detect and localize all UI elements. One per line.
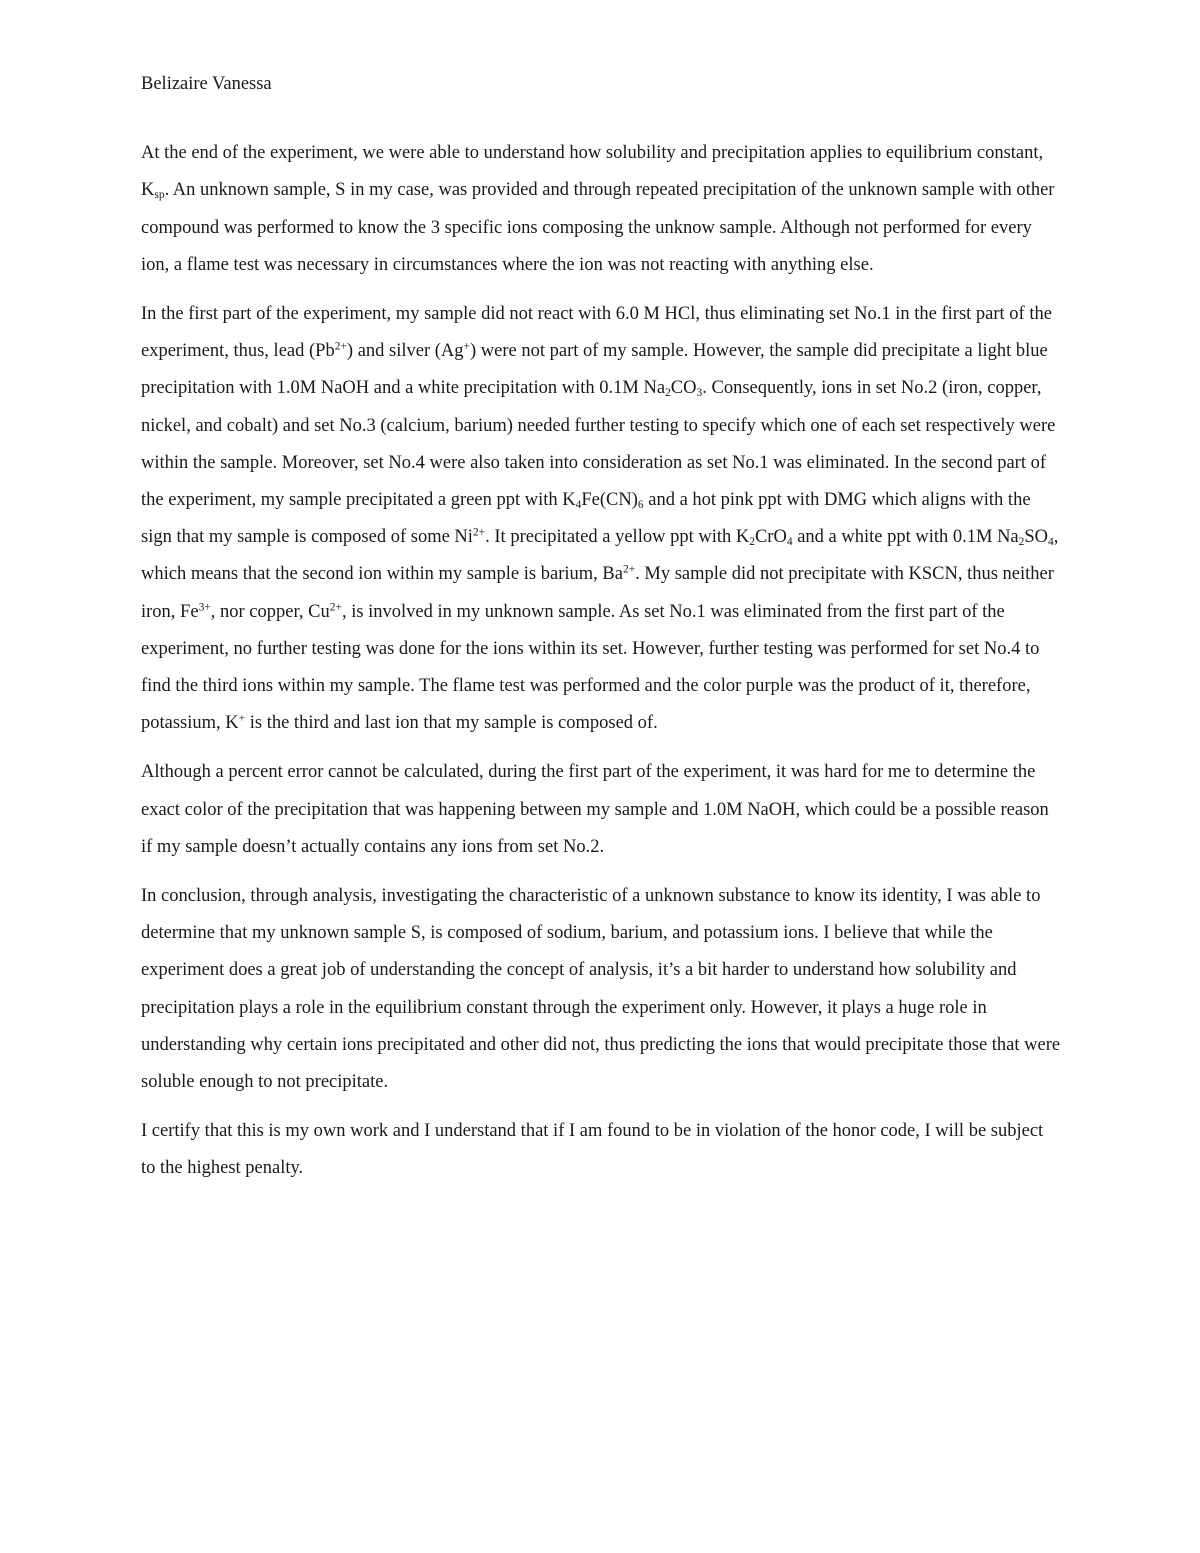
text-run: ) and silver (Ag — [346, 341, 464, 362]
superscript: + — [463, 340, 470, 353]
superscript: + — [238, 712, 246, 725]
paragraph-error-analysis: Although a percent error cannot be calculated, during the first part of the experiment, it was hard for me to determine the exact color of the precipitation that was happening between my sample and 1.0M NaOH, which could be a possible reason if my sample doesn’t actually contains any ions from set No.2. — [141, 762, 1049, 857]
text-run: , nor copper, Cu — [210, 601, 330, 622]
text-run: . Consequently, ions in set No.2 (iron, copper, nickel, and cobalt) and set No.3 (calcium, barium) needed further testing to specify which one of each set respectively were within the sample. Moreover, set No.4 were also taken into consideration as set No.1 was eliminated. In the second part of the experiment, my sample precipitated a green ppt with K — [141, 378, 1056, 511]
text-run: At the end of the experiment, we were able to understand how solubility and precipitation applies to equilibrium constant, K — [141, 143, 1044, 201]
text-run: and a hot pink ppt with DMG which aligns with the sign that my sample is composed of some Ni — [141, 490, 1031, 548]
text-run: CrO — [754, 527, 787, 548]
text-run: . My sample did not precipitate with KSCN, thus neither iron, Fe — [141, 564, 1054, 622]
text-run: , is involved in my unknown sample. As set No.1 was eliminated from the first part of the experiment, no further testing was done for the ions within its set. However, further testing was performed for set No.4 to find the third ions within my sample. The flame test was performed and the color purple was the product of it, therefore, potassium, K — [141, 601, 1040, 734]
superscript: 2+ — [622, 564, 636, 577]
paragraph-honor-statement: I certify that this is my own work and I understand that if I am found to be in violation of the honor code, I will be subject to the highest penalty. — [141, 1121, 1044, 1179]
text-run: and a white ppt with 0.1M Na — [792, 527, 1019, 548]
subscript: 2 — [665, 387, 671, 400]
author-name: Belizaire Vanessa — [141, 74, 272, 94]
paragraph-introduction — [141, 135, 1061, 284]
text-run: SO — [1024, 527, 1049, 548]
superscript: 2+ — [329, 601, 342, 614]
paragraph-conclusion: In conclusion, through analysis, investigating the characteristic of a unknown substance to know its identity, I was able to determine that my unknown sample S, is composed of sodium, barium, and potassium ions. I believe that while the experiment does a great job of understanding the concept of analysis, it’s a bit harder to understand how solubility and precipitation plays a role in the equilibrium constant through the experiment only. However, it plays a huge role in understanding why certain ions precipitated and other did not, thus predicting the ions that would precipitate those that were soluble enough to not precipitate. — [141, 886, 1061, 1093]
text-run: ) were not part of my sample. However, the sample did precipitate a light blue precipitation with 1.0M NaOH and a white precipitation with 0.1M Na — [141, 341, 1048, 399]
subscript: 2 — [749, 536, 755, 549]
text-run: In the first part of the experiment, my sample did not react with 6.0 M HCl, thus eliminating set No.1 in the first part of the experiment, thus, lead (Pb — [141, 304, 1052, 362]
subscript: 2 — [1018, 536, 1025, 549]
subscript: 4 — [1048, 536, 1054, 549]
superscript: 2+ — [334, 340, 347, 353]
text-run: CO — [670, 378, 697, 399]
text-run: is the third and last ion that my sample is composed of. — [245, 713, 658, 734]
superscript: 2+ — [472, 526, 486, 539]
text-run: , which means that the second ion within my sample is barium, Ba — [141, 527, 1059, 585]
text-run: . An unknown sample, S in my case, was provided and through repeated precipitation of the unknown sample with other compound was performed to know the 3 specific ions composing the unknow sample. Although not performed for every ion, a flame test was necessary in circumstances where the ion was not reacting with anything else. — [141, 180, 1055, 275]
subscript: 6 — [637, 498, 644, 511]
text-run: . It precipitated a yellow ppt with K — [485, 527, 750, 548]
text-run: Fe(CN) — [581, 490, 638, 511]
subscript: 4 — [575, 498, 582, 511]
document-body — [141, 66, 1061, 1200]
subscript: 3 — [696, 387, 703, 400]
subscript: sp — [154, 189, 165, 202]
subscript: 4 — [786, 536, 793, 549]
superscript: 3+ — [198, 601, 211, 614]
paragraph-results — [141, 296, 1061, 742]
